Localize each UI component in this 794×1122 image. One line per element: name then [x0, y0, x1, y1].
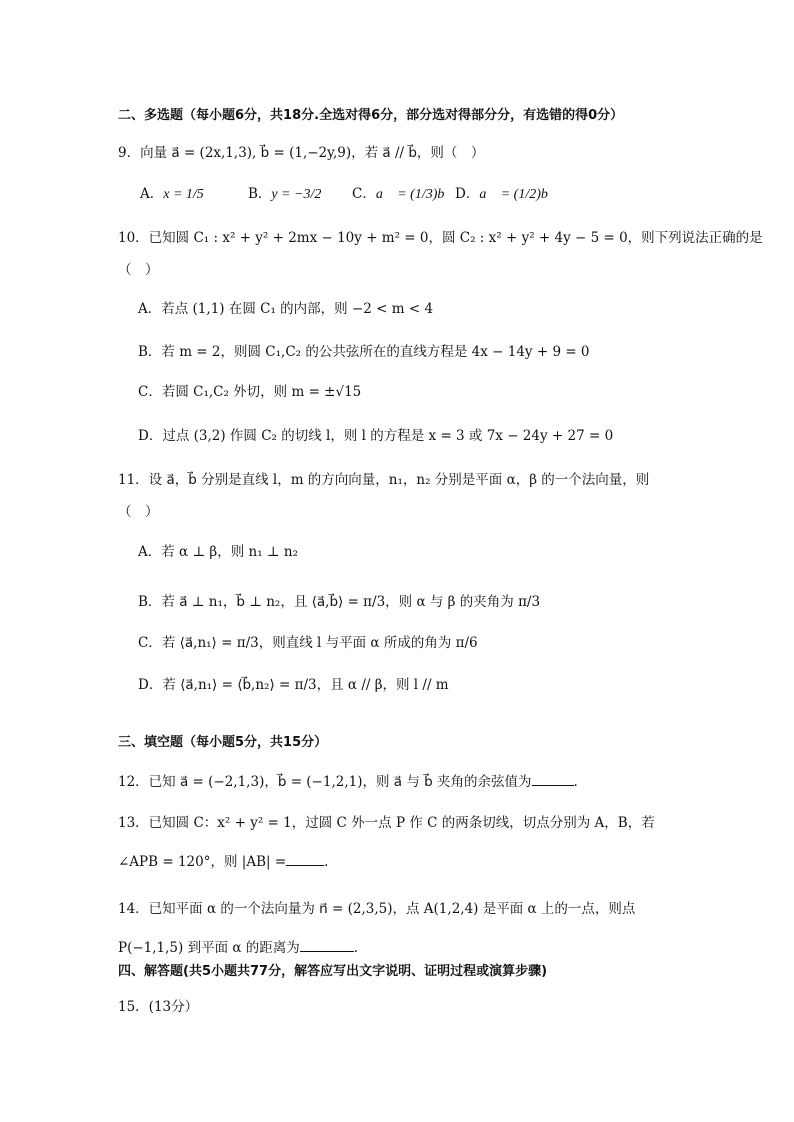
q11-stem: 11．设 a⃗，b⃗ 分别是直线 l，m 的方向向量，n₁，n₂ 分别是平面 α，β 的一个法向量，则 — [118, 472, 650, 488]
q14-answer-blank — [300, 939, 354, 952]
q9-option-d: D．a⃗ = (1/2)b⃗ — [455, 186, 559, 202]
q10-option-c: C．若圆 C₁,C₂ 外切，则 m = ±√15 — [138, 384, 362, 400]
q10-option-a: A．若点 (1,1) 在圆 C₁ 的内部，则 −2 < m < 4 — [138, 301, 434, 317]
section2-heading: 二、多选题（每小题6分，共18分.全选对得6分，部分选对得部分分，有选错的得0分） — [118, 108, 624, 123]
section4-heading: 四、解答题(共5小题共77分，解答应写出文字说明、证明过程或演算步骤) — [118, 964, 548, 979]
q9-option-c: C．a⃗ = (1/3)b⃗ — [352, 186, 456, 202]
q13-answer-blank — [286, 853, 324, 866]
q9-option-a: A．x = 1/5 — [140, 186, 204, 202]
q10-paren: （ ） — [118, 262, 159, 278]
q13-line1: 13．已知圆 C：x² + y² = 1，过圆 C 外一点 P 作 C 的两条切线，切点分别为 A，B，若 — [118, 815, 655, 831]
q10-option-b: B．若 m = 2，则圆 C₁,C₂ 的公共弦所在的直线方程是 4x − 14y + 9 = 0 — [138, 344, 590, 360]
section3-heading: 三、填空题（每小题5分，共15分） — [118, 735, 328, 750]
q12-answer-blank — [532, 773, 574, 786]
q11-option-c: C．若 ⟨a⃗,n₁⟩ = π/3，则直线 l 与平面 α 所成的角为 π/6 — [138, 635, 478, 651]
q11-option-d: D．若 ⟨a⃗,n₁⟩ = ⟨b⃗,n₂⟩ = π/3，且 α // β，则 l // m — [138, 677, 449, 693]
q15-text: 15．(13分） — [118, 999, 199, 1015]
q14-line2: P(−1,1,5) 到平面 α 的距离为 . — [118, 940, 359, 956]
q13-line2: ∠APB = 120°，则 |AB| = . — [118, 854, 329, 870]
q9-option-b: B．y = −3/2 — [248, 186, 322, 202]
q14-line1: 14．已知平面 α 的一个法向量为 n⃗ = (2,3,5)，点 A(1,2,4) 是平面 α 上的一点，则点 — [118, 901, 636, 917]
q11-option-a: A．若 α ⊥ β，则 n₁ ⊥ n₂ — [138, 544, 299, 560]
q10-stem: 10．已知圆 C₁ : x² + y² + 2mx − 10y + m² = 0，圆 C₂ : x² + y² + 4y − 5 = 0，则下列说法正确的是 — [118, 230, 763, 246]
q11-option-b: B．若 a⃗ ⊥ n₁，b⃗ ⊥ n₂，且 ⟨a⃗,b⃗⟩ = π/3，则 α 与 β 的夹角为 π/3 — [138, 594, 541, 610]
q11-paren: （ ） — [118, 504, 159, 520]
q12-text: 12．已知 a⃗ = (−2,1,3)，b⃗ = (−1,2,1)，则 a⃗ 与 b⃗ 夹角的余弦值为 . — [118, 774, 578, 790]
q9-stem: 9．向量 a⃗ = (2x,1,3), b⃗ = (1,−2y,9)，若 a⃗ // b⃗，则（ ） — [118, 145, 485, 161]
q10-option-d: D．过点 (3,2) 作圆 C₂ 的切线 l，则 l 的方程是 x = 3 或 7x − 24y + 27 = 0 — [138, 428, 614, 444]
